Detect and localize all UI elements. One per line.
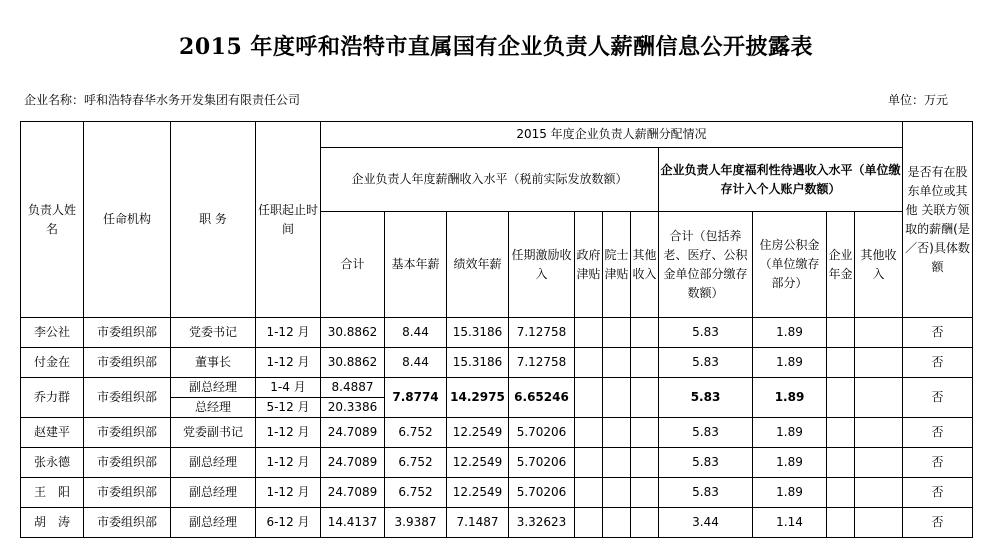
cell-empty: [827, 508, 855, 538]
cell-position: 副总经理: [171, 448, 256, 478]
cell-org: 市委组织部: [84, 508, 171, 538]
cell-welfare-total: 3.44: [659, 508, 753, 538]
cell-total: 20.3386: [321, 398, 385, 418]
cell-empty: [603, 448, 631, 478]
data-rows: [21, 318, 973, 538]
col-housing-header: 住房公积金（单位缴存部分）: [753, 212, 827, 318]
cell-empty: [603, 318, 631, 348]
cell-position: 副总经理: [171, 378, 256, 398]
cell-other-income: 否: [903, 318, 973, 348]
unit-value: 万元: [923, 93, 948, 107]
cell-other-income: 否: [903, 378, 973, 418]
col-welfare-total-header: 合计（包括养老、医疗、公积金单位部分缴存数额）: [659, 212, 753, 318]
cell-empty: [603, 378, 631, 418]
cell-housing: 1.89: [753, 448, 827, 478]
cell-other-income: 否: [903, 418, 973, 448]
table-row: [21, 478, 973, 508]
col-incentive-header: 任期激励收入: [509, 212, 575, 318]
cell-name: 乔力群: [21, 378, 84, 418]
cell-org: 市委组织部: [84, 418, 171, 448]
cell-name: 李公社: [21, 318, 84, 348]
cell-welfare-total: 5.83: [659, 318, 753, 348]
cell-perf: 12.2549: [447, 478, 509, 508]
cell-period: 1-12 月: [256, 418, 321, 448]
cell-empty: [575, 318, 603, 348]
cell-other-income: 否: [903, 448, 973, 478]
cell-org: 市委组织部: [84, 478, 171, 508]
cell-org: 市委组织部: [84, 378, 171, 418]
cell-housing: 1.89: [753, 318, 827, 348]
cell-empty: [603, 508, 631, 538]
cell-empty: [575, 418, 603, 448]
cell-org: 市委组织部: [84, 448, 171, 478]
cell-other-income: 否: [903, 348, 973, 378]
distribution-header: 2015 年度企业负责人薪酬分配情况: [321, 122, 903, 148]
cell-base: 3.9387: [385, 508, 447, 538]
cell-position: 党委副书记: [171, 418, 256, 448]
table-row: [21, 418, 973, 448]
col-other-welfare-header: 其他收入: [855, 212, 903, 318]
col-gov-header: 政府津贴: [575, 212, 603, 318]
salary-group-header: 企业负责人年度薪酬收入水平（税前实际发放数额）: [321, 148, 659, 212]
cell-total: 24.7089: [321, 478, 385, 508]
cell-empty: [855, 418, 903, 448]
page-title: 2015 年度呼和浩特市直属国有企业负责人薪酬信息公开披露表: [179, 34, 813, 60]
cell-empty: [603, 348, 631, 378]
cell-base: 6.752: [385, 418, 447, 448]
cell-incentive: 7.12758: [509, 318, 575, 348]
cell-perf: 15.3186: [447, 348, 509, 378]
cell-perf: 12.2549: [447, 448, 509, 478]
cell-period: 5-12 月: [256, 398, 321, 418]
cell-empty: [575, 478, 603, 508]
col-annuity-header: 企业年金: [827, 212, 855, 318]
cell-total: 14.4137: [321, 508, 385, 538]
cell-welfare-total: 5.83: [659, 418, 753, 448]
col-position-header: 职 务: [171, 122, 256, 318]
cell-empty: [631, 418, 659, 448]
cell-period: 1-4 月: [256, 378, 321, 398]
cell-incentive: 7.12758: [509, 348, 575, 378]
cell-empty: [575, 348, 603, 378]
unit-info: [888, 91, 948, 108]
cell-empty: [855, 348, 903, 378]
cell-position: 副总经理: [171, 508, 256, 538]
cell-org: 市委组织部: [84, 348, 171, 378]
table-row: [21, 508, 973, 538]
cell-welfare-total: 5.83: [659, 378, 753, 418]
cell-position: 董事长: [171, 348, 256, 378]
cell-empty: [631, 318, 659, 348]
cell-empty: [827, 378, 855, 418]
col-academician-header: 院士津贴: [603, 212, 631, 318]
cell-empty: [827, 348, 855, 378]
cell-incentive: 5.70206: [509, 478, 575, 508]
cell-empty: [631, 478, 659, 508]
cell-empty: [855, 478, 903, 508]
welfare-group-header: 企业负责人年度福利性待遇收入水平（单位缴存计入个人账户数额）: [659, 148, 903, 212]
cell-empty: [855, 448, 903, 478]
cell-total: 24.7089: [321, 418, 385, 448]
cell-empty: [631, 348, 659, 378]
col-other-allow-header: 其他收入: [631, 212, 659, 318]
cell-total: 24.7089: [321, 448, 385, 478]
cell-empty: [603, 478, 631, 508]
cell-perf: 12.2549: [447, 418, 509, 448]
cell-base: 8.44: [385, 318, 447, 348]
cell-position: 党委书记: [171, 318, 256, 348]
cell-name: 张永德: [21, 448, 84, 478]
cell-empty: [855, 318, 903, 348]
unit-label: 单位：: [887, 93, 924, 107]
cell-other-income: 否: [903, 478, 973, 508]
cell-perf: 15.3186: [447, 318, 509, 348]
cell-empty: [575, 448, 603, 478]
cell-incentive: 5.70206: [509, 418, 575, 448]
table-row: [21, 348, 973, 378]
cell-name: 胡 涛: [21, 508, 84, 538]
cell-name: 赵建平: [21, 418, 84, 448]
cell-empty: [855, 378, 903, 418]
table-row: [21, 448, 973, 478]
cell-perf: 7.1487: [447, 508, 509, 538]
table-row: [21, 318, 973, 348]
cell-empty: [827, 448, 855, 478]
cell-period: 1-12 月: [256, 318, 321, 348]
col-total-header: 合计: [321, 212, 385, 318]
cell-name: 王 阳: [21, 478, 84, 508]
col-name-header: 负责人姓 名: [21, 122, 84, 318]
cell-welfare-total: 5.83: [659, 448, 753, 478]
cell-base: 7.8774: [385, 378, 447, 418]
cell-incentive: 3.32623: [509, 508, 575, 538]
cell-housing: 1.89: [753, 348, 827, 378]
company-label: 企业名称：: [24, 93, 85, 107]
cell-welfare-total: 5.83: [659, 348, 753, 378]
cell-period: 1-12 月: [256, 448, 321, 478]
cell-period: 1-12 月: [256, 478, 321, 508]
salary-table: [20, 121, 973, 538]
cell-base: 8.44: [385, 348, 447, 378]
cell-empty: [827, 478, 855, 508]
cell-housing: 1.14: [753, 508, 827, 538]
cell-base: 6.752: [385, 448, 447, 478]
cell-housing: 1.89: [753, 378, 827, 418]
cell-org: 市委组织部: [84, 318, 171, 348]
cell-incentive: 5.70206: [509, 448, 575, 478]
cell-empty: [827, 418, 855, 448]
cell-name: 付金在: [21, 348, 84, 378]
cell-empty: [631, 508, 659, 538]
cell-position: 副总经理: [171, 478, 256, 508]
cell-empty: [631, 378, 659, 418]
cell-empty: [631, 448, 659, 478]
cell-total: 30.8862: [321, 318, 385, 348]
table-row: [21, 378, 973, 398]
cell-housing: 1.89: [753, 418, 827, 448]
cell-empty: [827, 318, 855, 348]
cell-empty: [575, 378, 603, 418]
col-org-header: 任命机构: [84, 122, 171, 318]
cell-welfare-total: 5.83: [659, 478, 753, 508]
col-other-income-header: 是否有在股东单位或其他 关联方领取的薪酬(是／否)具体数额: [903, 122, 973, 318]
cell-total: 30.8862: [321, 348, 385, 378]
company-info: [24, 91, 300, 108]
cell-base: 6.752: [385, 478, 447, 508]
cell-housing: 1.89: [753, 478, 827, 508]
cell-period: 1-12 月: [256, 348, 321, 378]
cell-empty: [603, 418, 631, 448]
col-perf-header: 绩效年薪: [447, 212, 509, 318]
cell-incentive: 6.65246: [509, 378, 575, 418]
cell-total: 8.4887: [321, 378, 385, 398]
cell-empty: [855, 508, 903, 538]
header-rows: [21, 122, 973, 318]
col-period-header: 任职起止时间: [256, 122, 321, 318]
col-base-header: 基本年薪: [385, 212, 447, 318]
cell-period: 6-12 月: [256, 508, 321, 538]
cell-empty: [575, 508, 603, 538]
cell-perf: 14.2975: [447, 378, 509, 418]
cell-other-income: 否: [903, 508, 973, 538]
cell-position: 总经理: [171, 398, 256, 418]
company-name: 呼和浩特春华水务开发集团有限责任公司: [84, 93, 301, 107]
